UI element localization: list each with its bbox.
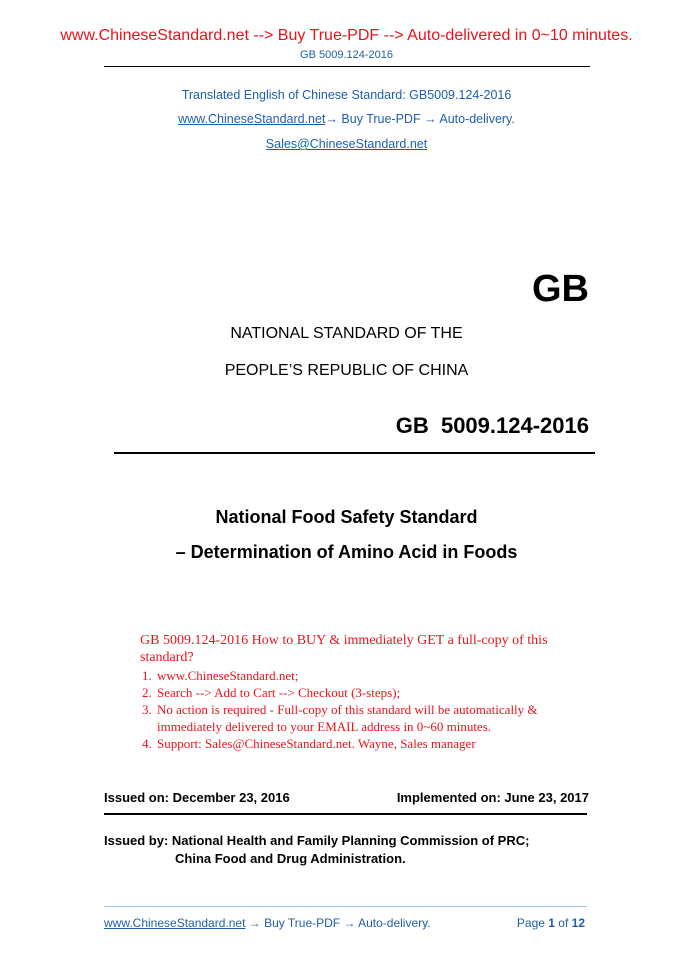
header-standard-code: GB 5009.124-2016	[300, 49, 393, 61]
delivery-text: Buy True-PDF → Auto-delivery.	[337, 112, 515, 126]
issued-by-line2: China Food and Drug Administration.	[175, 851, 406, 866]
page-of: of	[554, 916, 572, 930]
code-divider	[114, 452, 595, 454]
buy-question: GB 5009.124-2016 How to BUY & immediately GET a full-copy of this standard?	[140, 633, 548, 665]
footer-site-link[interactable]: www.ChineseStandard.net	[104, 916, 246, 930]
implemented-date: Implemented on: June 23, 2017	[396, 790, 589, 805]
sales-email-link[interactable]: Sales@ChineseStandard.net	[265, 137, 428, 151]
buy-steps-list	[140, 667, 600, 752]
footer-delivery	[104, 916, 431, 930]
footer-divider	[104, 906, 587, 907]
page-label: Page	[516, 916, 549, 930]
delivery-line	[0, 112, 693, 126]
translated-note: Translated English of Chinese Standard: GB5009.124-2016	[181, 88, 512, 102]
gb-mark: GB	[532, 268, 589, 310]
site-link[interactable]: www.ChineseStandard.net	[178, 112, 326, 126]
page-number	[517, 916, 585, 930]
header-divider	[104, 66, 590, 67]
page-total: 12	[571, 916, 585, 930]
buy-instructions	[140, 632, 600, 752]
top-banner[interactable]: www.ChineseStandard.net --> Buy True-PDF --> Auto-delivered in 0~10 minutes.	[60, 27, 633, 44]
buy-step: 2. Search --> Add to Cart --> Checkout (3-steps);	[155, 684, 600, 701]
dates-divider	[104, 813, 587, 815]
document-title-line1: National Food Safety Standard	[215, 507, 478, 527]
national-standard-line2: PEOPLE’S REPUBLIC OF CHINA	[224, 362, 469, 379]
buy-step: 4. Support: Sales@ChineseStandard.net. Wayne, Sales manager	[155, 735, 600, 752]
issued-by-line1: Issued by: National Health and Family Planning Commission of PRC;	[104, 833, 530, 848]
page-current: 1	[548, 916, 555, 930]
document-title-line2: – Determination of Amino Acid in Foods	[175, 542, 518, 562]
issued-date: Issued on: December 23, 2016	[104, 790, 290, 805]
footer-delivery-text: → Buy True-PDF → Auto-delivery.	[245, 916, 431, 930]
national-standard-line1: NATIONAL STANDARD OF THE	[230, 325, 463, 342]
arrow-icon: →	[325, 112, 338, 126]
buy-step: 1. www.ChineseStandard.net;	[155, 667, 600, 684]
sales-line	[0, 137, 693, 151]
standard-code: GB 5009.124-2016	[395, 413, 589, 438]
buy-step: 3. No action is required - Full-copy of this standard will be automatically & immediately delivered to your EMAIL address in 0~60 minutes.	[155, 701, 600, 735]
